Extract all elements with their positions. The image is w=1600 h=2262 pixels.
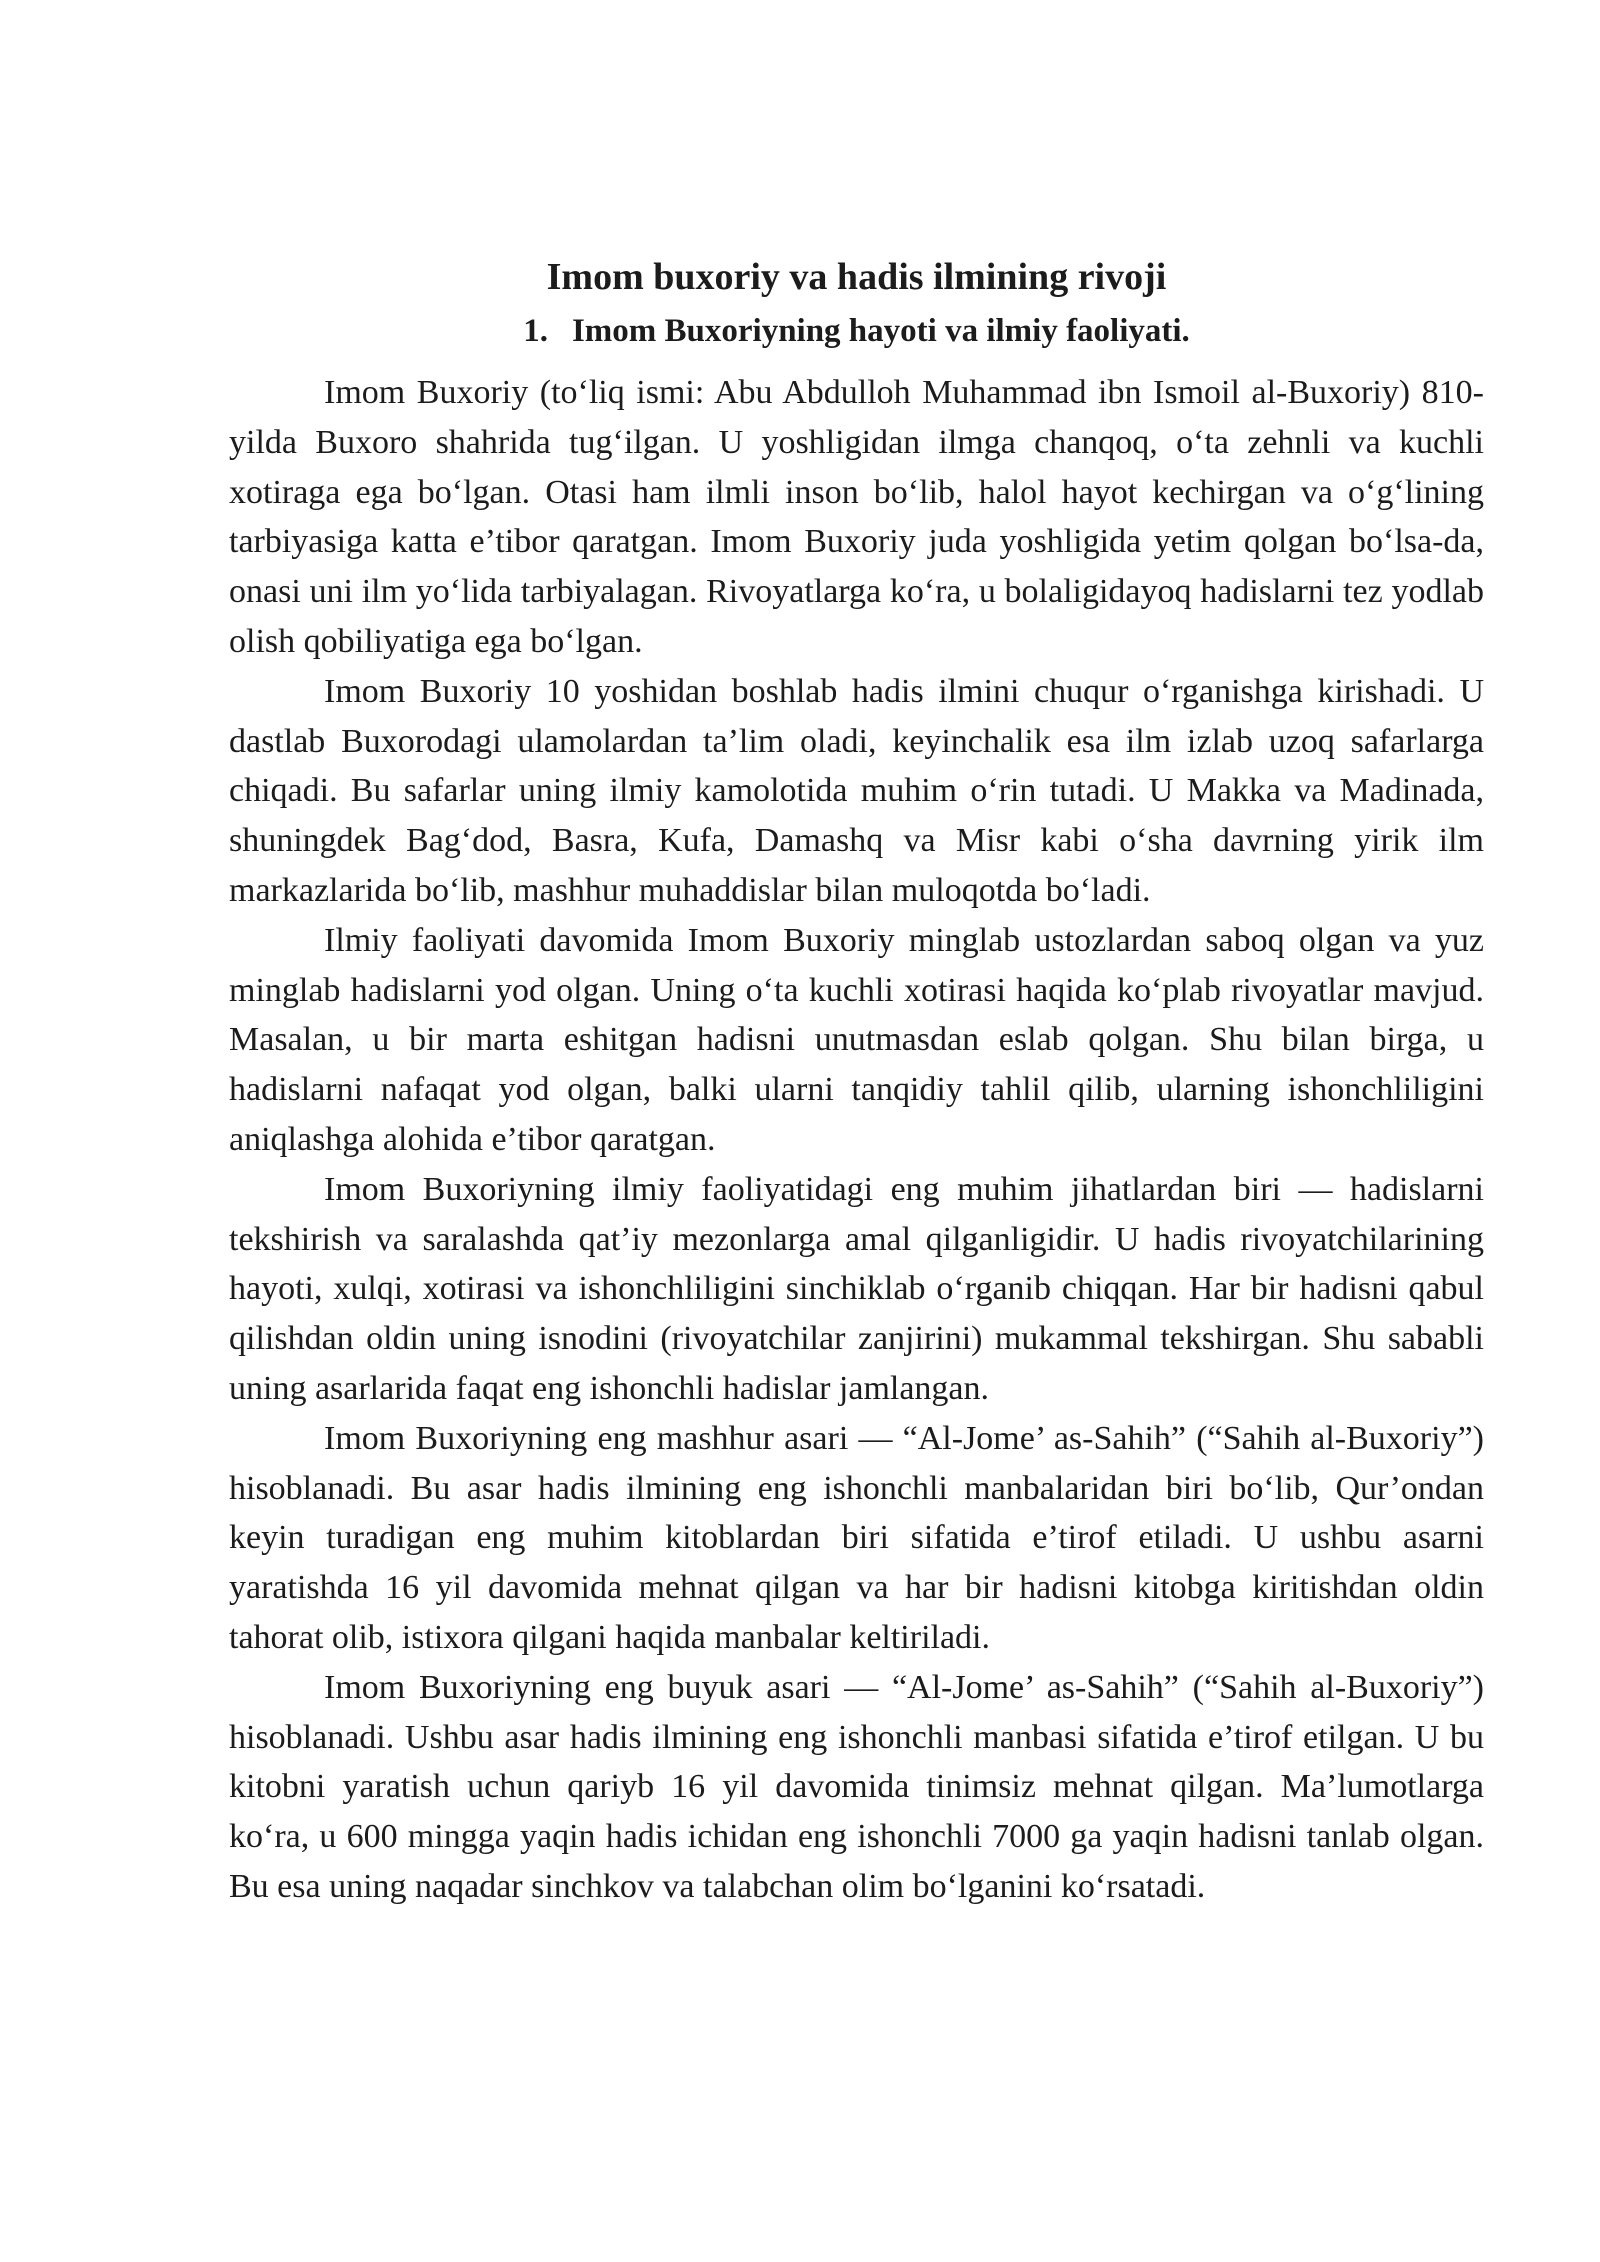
document-title: Imom buxoriy va hadis ilmining rivoji bbox=[546, 256, 1167, 298]
section-heading bbox=[229, 306, 1484, 356]
paragraph-4: Imom Buxoriyning ilmiy faoliyatidagi eng muhim jihatlardan biri — hadislarni tekshirish va saralashda qat’iy mezonlarga amal qilganligidir. U hadis rivoyatchilarining hayoti, xulqi, xotirasi va ishonchliligini sinchiklab o‘rganib chiqqan. Har bir hadisni qabul qilishdan oldin uning isnodini (rivoyatchilar zanjirini) mukammal tekshirgan. Shu sababli uning asarlarida faqat eng ishonchli hadislar jamlangan. bbox=[229, 1170, 1484, 1407]
paragraph-1: Imom Buxoriy (to‘liq ismi: Abu Abdulloh Muhammad ibn Ismoil al-Buxoriy) 810-yilda Buxoro shahrida tug‘ilgan. U yoshligidan ilmga chanqoq, o‘ta zehnli va kuchli xotiraga ega bo‘lgan. Otasi ham ilmli inson bo‘lib, halol hayot kechirgan va o‘g‘lining tarbiyasiga katta e’tibor qaratgan. Imom Buxoriy juda yoshligida yetim qolgan bo‘lsa-da, onasi uni ilm yo‘lida tarbiyalagan. Rivoyatlarga ko‘ra, u bolaligidayoq hadislarni tez yodlab olish qobiliyatiga ega bo‘lgan. bbox=[229, 374, 1484, 660]
paragraph-3: Ilmiy faoliyati davomida Imom Buxoriy minglab ustozlardan saboq olgan va yuz minglab hadislarni yod olgan. Uning o‘ta kuchli xotirasi haqida ko‘plab rivoyatlar mavjud. Masalan, u bir marta eshitgan hadisni unutmasdan eslab qolgan. Shu bilan birga, u hadislarni nafaqat yod olgan, balki ularni tanqidiy tahlil qilib, ularning ishonchliligini aniqlashga alohida e’tibor qaratgan. bbox=[229, 921, 1484, 1158]
section-heading-text: Imom Buxoriyning hayoti va ilmiy faoliyati. bbox=[571, 313, 1190, 349]
paragraph-6: Imom Buxoriyning eng buyuk asari — “Al-Jome’ as-Sahih” (“Sahih al-Buxoriy”) hisoblanadi. Ushbu asar hadis ilmining eng ishonchli manbasi sifatida e’tirof etilgan. U bu kitobni yaratish uchun qariyb 16 yil davomida tinimsiz mehnat qilgan. Ma’lumotlarga ko‘ra, u 600 mingga yaqin hadis ichidan eng ishonchli 7000 ga yaqin hadisni tanlab olgan. Bu esa uning naqadar sinchkov va talabchan olim bo‘lganini ko‘rsatadi. bbox=[229, 1668, 1484, 1905]
section-number: 1. bbox=[523, 313, 548, 349]
paragraph-2: Imom Buxoriy 10 yoshidan boshlab hadis ilmini chuqur o‘rganishga kirishadi. U dastlab Buxorodagi ulamolardan ta’lim oladi, keyinchalik esa ilm izlab uzoq safarlarga chiqadi. Bu safarlar uning ilmiy kamolotida muhim o‘rin tutadi. U Makka va Madinada, shuningdek Bag‘dod, Basra, Kufa, Damashq va Misr kabi o‘sha davrning yirik ilm markazlarida bo‘lib, mashhur muhaddislar bilan muloqotda bo‘ladi. bbox=[229, 672, 1484, 909]
document-content bbox=[229, 248, 1484, 1912]
paragraph-5: Imom Buxoriyning eng mashhur asari — “Al-Jome’ as-Sahih” (“Sahih al-Buxoriy”) hisoblanadi. Bu asar hadis ilmining eng ishonchli manbalaridan biri bo‘lib, Qur’ondan keyin turadigan eng muhim kitoblardan biri sifatida e’tirof etiladi. U ushbu asarni yaratishda 16 yil davomida mehnat qilgan va har bir hadisni kitobga kiritishdan oldin tahorat olib, istixora qilgani haqida manbalar keltiriladi. bbox=[229, 1419, 1484, 1656]
